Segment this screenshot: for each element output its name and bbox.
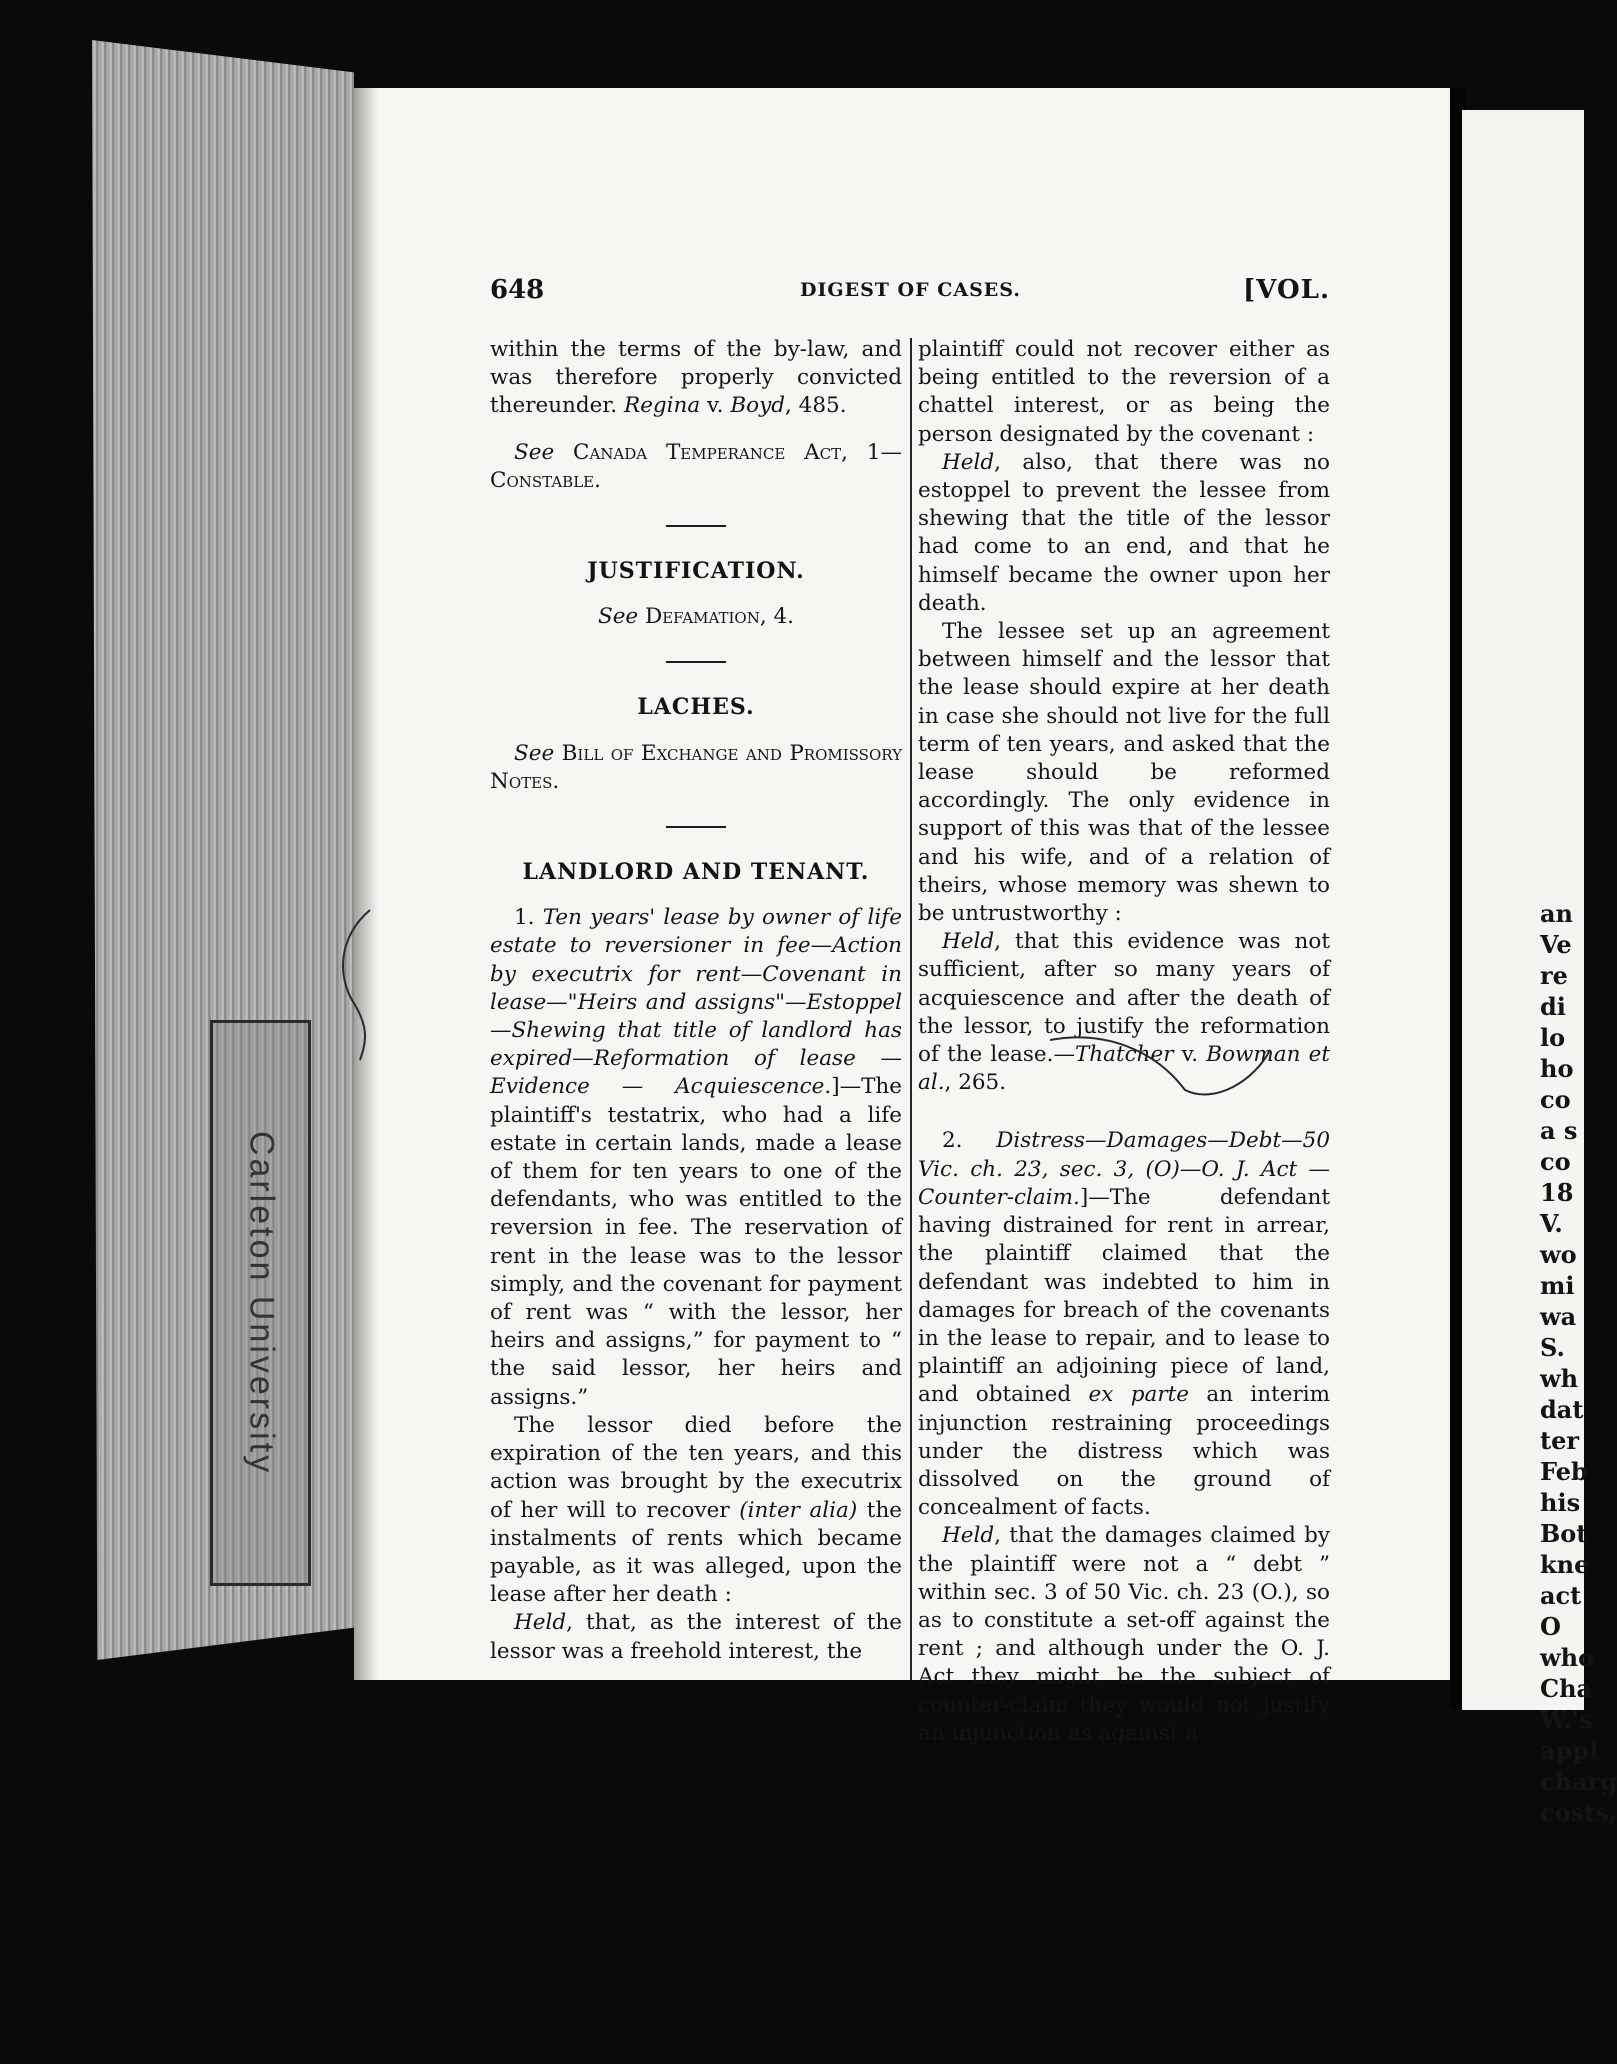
- facing-page-line: wo: [1540, 1240, 1577, 1269]
- library-stamp: [210, 1020, 311, 1586]
- case-entry-2: 2. Distress—Damages—Debt—50 Vic. ch. 23, sec. 3, (O)—O. J. Act —Counter-claim.]—The defendant having distrained for rent in arrear, the plaintiff claimed that the defendant was indebted to him in damages for breach of the covenants in the lease to repair, and to lease to plaintiff an adjoining piece of land, and obtained ex parte an interim injunction restraining proceedings under the distress which was dissolved on the ground of concealment of facts.: [918, 1128, 1330, 1521]
- facing-page-line: mi: [1540, 1271, 1575, 1300]
- section-heading-landlord-tenant: LANDLORD AND TENANT.: [522, 859, 870, 886]
- facing-page-line: O: [1540, 1612, 1561, 1641]
- pencil-mark-bracket: [330, 905, 390, 1065]
- cross-reference: See Canada Temperance Act, 1—Constable.: [490, 439, 902, 493]
- facing-page-line: S.: [1540, 1333, 1565, 1362]
- facing-page-line: ter: [1540, 1426, 1579, 1455]
- case-holding: Held, that, as the interest of the lessor was a freehold interest, the: [490, 1610, 902, 1664]
- case-holding: Held, also, that there was no estoppel to prevent the lessee from shewing that the title of the lessor had come to an end, and that he himself became the owner upon her death.: [918, 449, 1330, 616]
- facing-page-line: appl: [1540, 1736, 1599, 1765]
- page-number: 648: [490, 275, 545, 305]
- case-paragraph: The lessor died before the expiration of the ten years, and this action was brought by the executrix of her will to recover (inter alia) the instalments of rents which became payable, as it was alleged, upon the lease after her death :: [490, 1412, 903, 1608]
- facing-page-line: a s: [1540, 1116, 1578, 1145]
- facing-page-line: dat: [1540, 1395, 1584, 1424]
- case-name: Thatcher: [1074, 1042, 1174, 1068]
- gutter-shadow: [354, 88, 378, 1680]
- facing-page-line: co: [1540, 1147, 1571, 1176]
- case-holding: Held, that the damages claimed by the plaintiff were not a “ debt ” within sec. 3 of 50 Vic. ch. 23 (O.), so as to constitute a set-off against the rent ; and although under the O. J. Act they might be the subject of counter-claim they would not justify an injunction as against a: [918, 1523, 1330, 1746]
- facing-page-line: wh: [1540, 1364, 1579, 1393]
- facing-page-line: W.'s: [1540, 1705, 1593, 1734]
- section-heading-justification: JUSTIFICATION.: [587, 558, 805, 585]
- column-divider: [910, 338, 912, 1680]
- facing-page-line: Bot: [1540, 1519, 1588, 1548]
- case-holding: Held, that this evidence was not sufficient, after so many years of acquiescence and after the death of the lessor, to justify the reformation of the lease.—Thatcher v. Bowman et al., 265.: [918, 929, 1330, 1096]
- facing-page-line: costs,: [1540, 1798, 1617, 1827]
- facing-page-line: ho: [1540, 1054, 1574, 1083]
- case-name: Boyd: [730, 393, 785, 419]
- case-catchwords: Distress—Damages—Debt—50 Vic. ch. 23, sec. 3, (O)—O. J. Act —Counter-claim.: [918, 1128, 1330, 1210]
- running-head: [490, 275, 1330, 315]
- case-name: Regina: [624, 393, 701, 419]
- facing-page-line: an: [1540, 899, 1573, 928]
- cross-reference: See Defamation, 4.: [597, 604, 795, 630]
- case-paragraph: The lessee set up an agreement between himself and the lessor that the lease should expire at her death in case she should not live for the full term of ten years, and asked that the lease should be reformed accordingly. The only evidence in support of this was that of the lessee and his wife, and of a relation of theirs, whose memory was shewn to be untrustworthy :: [918, 619, 1330, 927]
- running-title: DIGEST OF CASES.: [800, 279, 1021, 301]
- facing-page-line: 18: [1540, 1178, 1574, 1207]
- facing-page-line: Ve: [1540, 930, 1572, 959]
- continued-paragraph: plaintiff could not recover either as being entitled to the reversion of a chattel interest, or as being the person designated by the covenant :: [918, 337, 1330, 447]
- facing-page-line: wa: [1540, 1302, 1577, 1331]
- pencil-mark-underline: [1045, 1020, 1275, 1100]
- cross-reference: See Bill of Exchange and Promissory Notes.: [490, 740, 902, 794]
- facing-page-text: [1540, 898, 1617, 1828]
- volume-label: [VOL.: [1243, 275, 1330, 305]
- section-heading-laches: LACHES.: [637, 694, 755, 721]
- facing-page-line: lo: [1540, 1023, 1566, 1052]
- facing-page-line: his: [1540, 1488, 1581, 1517]
- case-catchwords: Ten years' lease by owner of life estate to reversioner in fee—Action by executrix for rent—Covenant in lease—"Heirs and assigns"—Estoppel—Shewing that title of landlord has expired—Reformation of lease — Evidence — Acquiescence.: [490, 905, 902, 1100]
- facing-page-line: kne: [1540, 1550, 1590, 1579]
- facing-page-line: re: [1540, 961, 1568, 990]
- facing-page-line: charg: [1540, 1767, 1617, 1796]
- facing-page-line: di: [1540, 992, 1566, 1021]
- facing-page-line: V.: [1540, 1209, 1563, 1238]
- library-stamp-text: Carleton University: [242, 1130, 280, 1476]
- facing-page-line: act: [1540, 1581, 1582, 1610]
- case-name: Bowman et al.: [918, 1042, 1330, 1096]
- left-column: [490, 336, 902, 1666]
- facing-page-line: co: [1540, 1085, 1571, 1114]
- facing-page-line: Cha: [1540, 1674, 1593, 1703]
- facing-page-line: who: [1540, 1643, 1595, 1672]
- facing-page-line: Feb: [1540, 1457, 1588, 1486]
- continued-paragraph: within the terms of the by-law, and was therefore properly convicted thereunder. Regina v. Boyd, 485.: [490, 337, 902, 419]
- case-entry-1: 1. Ten years' lease by owner of life estate to reversioner in fee—Action by executrix for rent—Covenant in lease—"Heirs and assigns"—Estoppel—Shewing that title of landlord has expired—Reformation of lease — Evidence — Acquiescence.]—The plaintiff's testatrix, who had a life estate in certain lands, made a lease of them for ten years to one of the defendants, who was entitled to the reversion in fee. The reservation of rent in the lease was to the lessor simply, and the covenant for payment of rent was “ with the lessor, her heirs and assigns,” for payment to “ the said lessor, her heirs and assigns.”: [490, 905, 902, 1410]
